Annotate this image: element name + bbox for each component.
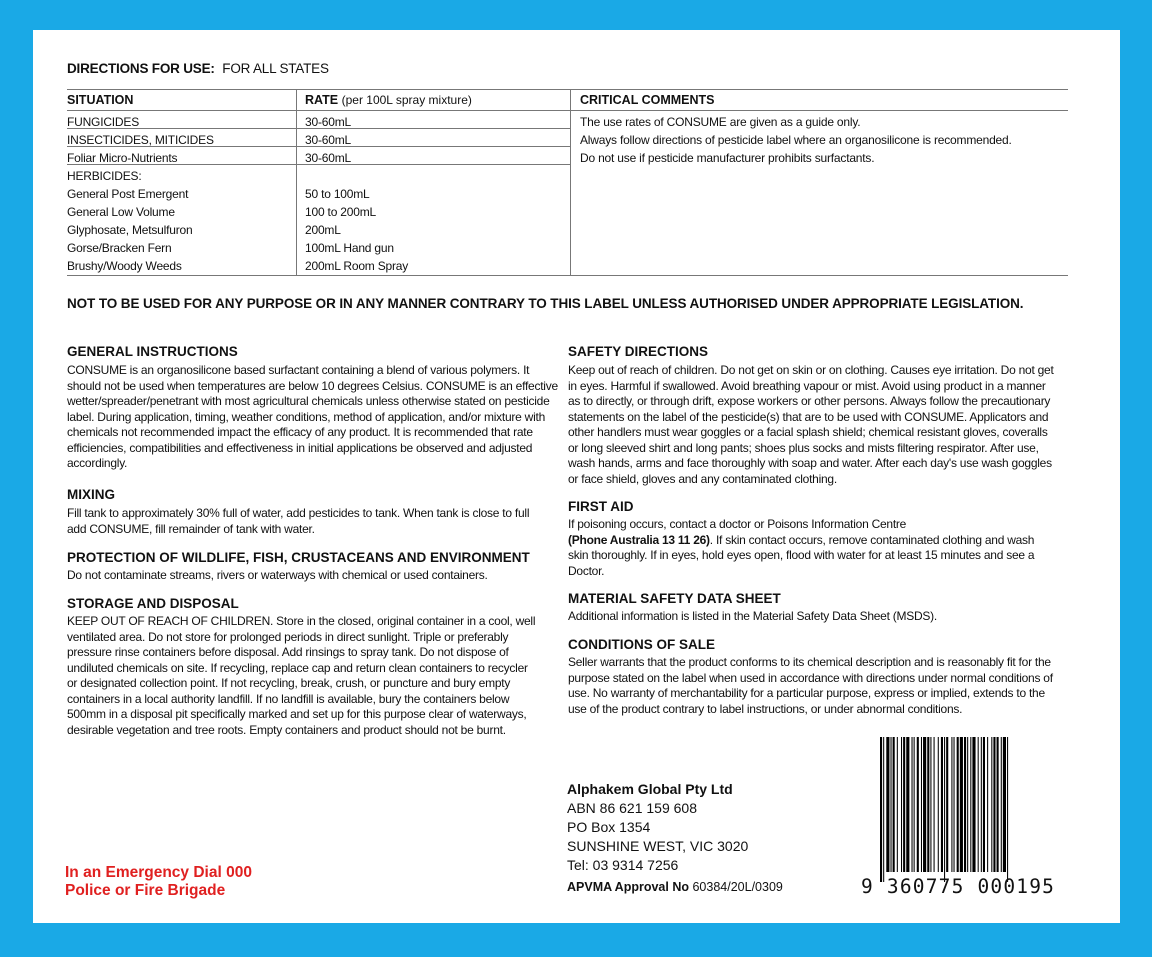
rate-value: 200mL Room Spray <box>305 259 409 273</box>
text-line: or face shield, gloves and any contaminated clothing. <box>568 471 837 486</box>
protection-title: PROTECTION OF WILDLIFE, FISH, CRUSTACEANS AND ENVIRONMENT <box>67 550 530 565</box>
barcode-bar <box>993 737 995 872</box>
company-abn: ABN 86 621 159 608 <box>567 800 697 816</box>
emergency-line: In an Emergency Dial 000 <box>65 864 252 881</box>
text-line: Additional information is listed in the Material Safety Data Sheet (MSDS). <box>568 609 938 623</box>
barcode-bar <box>886 737 889 872</box>
text-line: containers in a local authority landfill. If no landfill is available, bury the containers below <box>67 691 510 706</box>
barcode-bar <box>914 737 915 872</box>
barcode-bar <box>923 737 926 872</box>
table-row: FUNGICIDES <box>67 115 140 129</box>
col-rate-sub: (per 100L spray mixture) <box>341 93 472 107</box>
text-line: wetter/spreader/penetrant with most agricultural chemicals unless otherwise stated on pesticide <box>67 394 550 408</box>
text-line: skin thoroughly. If in eyes, hold eyes open, flood with water for at least 15 minutes and see a <box>568 548 1035 562</box>
rate-value: 30-60mL <box>305 151 351 165</box>
text-line: or designated collection point. If not recycling, break, crush, or puncture and bury empty <box>67 676 511 690</box>
text-line: 500mm in a disposal pit specifically marked and set up for this purpose clear of waterways, <box>67 707 527 721</box>
rate-value: 30-60mL <box>305 115 351 129</box>
product-label <box>33 30 1120 923</box>
barcode-bar <box>960 737 963 872</box>
barcode-bar <box>957 737 959 872</box>
text-line: pressure rinse containers before disposal. Add rinsings to spray tank. Do not dispose of <box>67 645 509 659</box>
company-tel: Tel: 03 9314 7256 <box>567 857 679 873</box>
table-row: INSECTICIDES, MITICIDES <box>67 133 214 147</box>
text-line: other handlers must wear goggles or a facial splash shield; chemical resistant gloves, coveralls <box>568 425 1048 439</box>
barcode-bar <box>917 737 919 872</box>
table-row: Foliar Micro-Nutrients <box>67 151 178 165</box>
table-rule-top <box>67 89 1068 90</box>
text-line: wash hands, arms and face thoroughly with soap and water. After each day's use wash goggles <box>568 456 1052 470</box>
barcode-bar <box>891 737 892 872</box>
table-rule-bottom <box>67 275 1068 276</box>
mixing-body <box>67 506 529 537</box>
rate-value: 30-60mL <box>305 133 351 147</box>
text-line: or long sleeved shirt and long pants; shoes plus socks and mists filtering respirator. After use, <box>568 440 1039 455</box>
poisons-phone: (Phone Australia 13 11 26) <box>568 532 710 547</box>
table-row: Gorse/Bracken Fern <box>67 241 172 255</box>
comments-column <box>580 113 1012 167</box>
text-line: Fill tank to approximately 30% full of water, add pesticides to tank. When tank is close to full <box>67 506 530 520</box>
barcode-bar <box>1007 737 1008 882</box>
first-aid-body <box>568 517 1034 579</box>
barcode-bar <box>930 737 931 872</box>
directions-label: DIRECTIONS FOR USE: <box>67 61 215 76</box>
apvma-label: APVMA Approval No <box>567 880 689 894</box>
apvma-approval <box>567 880 783 894</box>
text-line: chemicals not recommended impact the efficacy of any product. It is recommended that rate <box>67 425 533 439</box>
storage-title: STORAGE AND DISPOSAL <box>67 596 239 611</box>
barcode-bar <box>946 737 948 872</box>
text-line: add CONSUME, fill remainder of tank with water. <box>67 521 315 536</box>
barcode-bar <box>927 737 929 872</box>
text-line: Seller warrants that the product conforms to its chemical description and is reasonably fit for the <box>568 655 1051 669</box>
first-aid-title: FIRST AID <box>568 499 634 514</box>
text-line: ventilated area. Do not store for prolonged periods in direct sunlight. Triple or preferably <box>67 629 509 644</box>
text-line: use of the product contrary to label instructions, or under abnormal conditions. <box>568 701 963 716</box>
company-name: Alphakem Global Pty Ltd <box>567 781 733 797</box>
barcode-bar <box>944 737 945 882</box>
barcode-bar <box>941 737 943 872</box>
legal-warning: NOT TO BE USED FOR ANY PURPOSE OR IN ANY MANNER CONTRARY TO THIS LABEL UNLESS AUTHORISED UNDER APPROPRIATE LEGISLATION. <box>67 296 1024 311</box>
text-line: Do not contaminate streams, rivers or waterways with chemical or used containers. <box>67 568 488 582</box>
table-row: General Low Volume <box>67 205 175 219</box>
herbicides-title: HERBICIDES: <box>67 169 142 183</box>
col-rate <box>305 93 472 107</box>
msds-body <box>568 609 937 625</box>
barcode-bar <box>880 737 882 882</box>
text-line: use. No warranty of merchantability for a particular purpose, express or implied, extends to the <box>568 686 1045 700</box>
barcode-bar <box>883 737 884 882</box>
text-line: undiluted chemicals on site. If recycling, replace cap and return clean containers to recycler <box>67 660 528 675</box>
barcode-bar <box>897 737 898 872</box>
company-suburb: SUNSHINE WEST, VIC 3020 <box>567 838 749 854</box>
text-line: KEEP OUT OF REACH OF CHILDREN. Store in the closed, original container in a cool, well <box>67 614 536 628</box>
table-col-divider-2 <box>570 89 571 275</box>
barcode-bar <box>983 737 985 872</box>
apvma-number: 60384/20L/0309 <box>692 880 783 894</box>
situation-column <box>67 113 214 275</box>
safety-title: SAFETY DIRECTIONS <box>568 344 709 359</box>
company-block <box>567 780 748 875</box>
text-line: accordingly. <box>67 456 128 470</box>
comment-line: Always follow directions of pesticide label where an organosilicone is recommended. <box>580 133 1012 147</box>
directions-heading <box>67 61 329 77</box>
col-comments: CRITICAL COMMENTS <box>580 93 715 107</box>
comment-line: Do not use if pesticide manufacturer prohibits surfactants. <box>580 151 875 165</box>
conditions-body <box>568 655 1053 717</box>
barcode-bar <box>934 737 935 872</box>
company-po: PO Box 1354 <box>567 819 651 835</box>
text-line: CONSUME is an organosilicone based surfactant containing a blend of various polymers. It <box>67 363 530 377</box>
general-body <box>67 363 558 472</box>
rate-value: 100 to 200mL <box>305 205 376 219</box>
text-fragment: . If skin contact occurs, remove contaminated clothing and wash <box>709 532 1035 547</box>
storage-body <box>67 614 535 738</box>
barcode-bar <box>951 737 952 872</box>
comment-line: The use rates of CONSUME are given as a guide only. <box>580 115 861 129</box>
text-line: purpose stated on the label when used in accordance with directions under normal conditions of <box>568 670 1053 685</box>
barcode-bar <box>912 737 913 872</box>
text-line: in eyes. Harmful if swallowed. Avoid breathing vapour or mist. Avoid using product in a manner <box>568 378 1046 393</box>
barcode-bar <box>981 737 982 872</box>
protection-body <box>67 568 488 584</box>
text-line: If poisoning occurs, contact a doctor or Poisons Information Centre <box>568 517 907 531</box>
conditions-title: CONDITIONS OF SALE <box>568 637 716 652</box>
barcode-bar <box>970 737 971 872</box>
barcode-bar <box>964 737 966 872</box>
directions-scope: FOR ALL STATES <box>222 61 329 76</box>
mixing-title: MIXING <box>67 487 116 502</box>
barcode-bar <box>906 737 909 872</box>
barcode-bar <box>954 737 955 872</box>
safety-body <box>568 363 1054 487</box>
barcode-icon <box>880 737 1063 882</box>
table-row: Brushy/Woody Weeds <box>67 259 182 273</box>
rate-value: 200mL <box>305 223 341 237</box>
rate-column <box>305 113 408 275</box>
barcode-bar <box>893 737 895 872</box>
barcode-bar <box>997 737 999 872</box>
text-line: desirable vegetation and tree roots. Empty containers and product should not be burnt. <box>67 722 506 737</box>
text-line: Keep out of reach of children. Do not get on skin or on clothing. Causes eye irritation. Do not get <box>568 363 1054 377</box>
table-rule-header <box>67 110 1068 111</box>
rate-spacer <box>305 167 408 185</box>
barcode-bar <box>903 737 905 872</box>
barcode-bar <box>921 737 922 872</box>
table-row: Glyphosate, Metsulfuron <box>67 223 193 237</box>
text-line: efficiencies, compatibilities and effectiveness in initial applications be observed and adjusted <box>67 440 533 455</box>
col-situation: SITUATION <box>67 93 134 107</box>
barcode-bar <box>972 737 975 872</box>
barcode-bar <box>978 737 979 872</box>
text-line: statements on the label of the pesticide(s) that are to be used with CONSUME. Applicators and <box>568 409 1049 424</box>
barcode-bar <box>1003 737 1006 872</box>
text-line: should not be used when temperatures are below 10 degrees Celsius. CONSUME is an effective <box>67 378 558 393</box>
barcode-bar <box>901 737 902 872</box>
table-col-divider-1 <box>296 89 297 275</box>
table-row: General Post Emergent <box>67 187 189 201</box>
barcode-bar <box>938 737 939 872</box>
rate-value: 50 to 100mL <box>305 187 370 201</box>
barcode-bar <box>967 737 968 872</box>
barcode-number: 9 360775 000195 <box>861 875 1056 898</box>
barcode-bar <box>991 737 992 872</box>
barcode-bar <box>987 737 988 872</box>
text-line: as to directly, or through drift, expose workers or other persons. Always follow the precautionary <box>568 394 1051 408</box>
emergency-notice <box>65 864 252 900</box>
text-line: label. During application, timing, weather conditions, method of application, and/or mixture with <box>67 409 546 424</box>
text-line <box>568 533 1034 549</box>
emergency-line: Police or Fire Brigade <box>65 882 226 899</box>
barcode-bar <box>1001 737 1002 872</box>
msds-title: MATERIAL SAFETY DATA SHEET <box>568 591 781 606</box>
text-line: Doctor. <box>568 563 605 578</box>
col-rate-label: RATE <box>305 93 339 107</box>
general-title: GENERAL INSTRUCTIONS <box>67 344 238 359</box>
rate-value: 100mL Hand gun <box>305 241 394 255</box>
